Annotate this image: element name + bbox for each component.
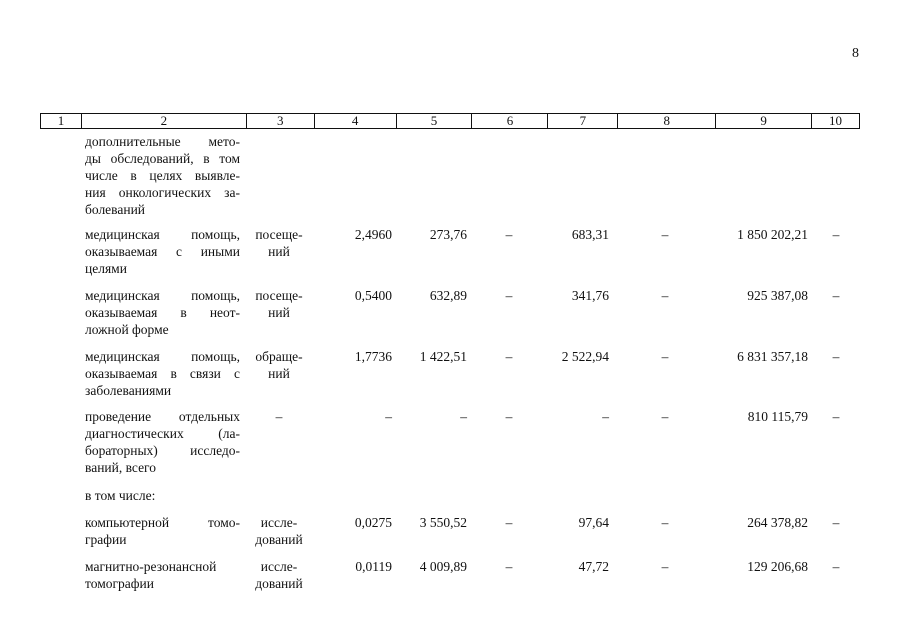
cell-col-4: 0,0119 (355, 559, 392, 574)
unit-of-measure (246, 558, 312, 592)
cell-col-9: 129 206,68 (747, 559, 808, 574)
unit-of-measure (246, 287, 312, 321)
indicator-name-line: компьютерной томо- (85, 515, 240, 530)
cell-col-6: – (505, 288, 513, 303)
unit-line: ний (268, 305, 290, 320)
indicator-name-line: медицинская помощь, (85, 288, 240, 303)
unit-line: ний (268, 244, 290, 259)
unit-of-measure (246, 226, 312, 260)
cell-col-6: – (505, 227, 513, 242)
cell-col-5: 273,76 (429, 227, 467, 242)
unit-line: иссле- (260, 515, 298, 530)
cell-col-4: 1,7736 (354, 349, 392, 364)
indicator-name-line: диагностических (ла- (85, 426, 240, 441)
indicator-name (85, 133, 240, 218)
cell-col-7: 683,31 (571, 227, 609, 242)
cell-col-8: – (661, 515, 669, 530)
header-cell-1: 1 (41, 114, 82, 128)
header-cell-5: 5 (397, 114, 473, 128)
table-header (40, 113, 860, 129)
indicator-name (85, 226, 240, 277)
unit-of-measure (246, 408, 312, 425)
cell-col-10: – (832, 349, 840, 364)
header-cell-6: 6 (472, 114, 548, 128)
header-cell-3: 3 (247, 114, 315, 128)
unit-line: дований (255, 576, 303, 591)
cell-col-8: – (661, 227, 669, 242)
indicator-name (85, 408, 240, 476)
cell-col-4: 0,5400 (354, 288, 392, 303)
unit-line: обраще- (255, 349, 303, 364)
unit-line: посеще- (255, 227, 303, 242)
indicator-name-line: оказываемая в неот- (85, 305, 240, 320)
cell-col-7: 2 522,94 (561, 349, 609, 364)
cell-col-9: 6 831 357,18 (737, 349, 808, 364)
header-cell-2: 2 (82, 114, 247, 128)
indicator-name-line: бораторных) исследо- (85, 443, 240, 458)
cell-col-9: 810 115,79 (747, 409, 808, 424)
cell-col-9: 264 378,82 (747, 515, 808, 530)
cell-col-5: 1 422,51 (419, 349, 467, 364)
unit-line: посеще- (255, 288, 303, 303)
indicator-name-line: заболеваниями (85, 383, 172, 398)
unit-line: дований (255, 532, 303, 547)
cell-col-10: – (832, 409, 840, 424)
indicator-name-line: в том числе: (85, 488, 156, 503)
cell-col-9: 1 850 202,21 (737, 227, 808, 242)
indicator-name-line: оказываемая в связи с (85, 366, 240, 381)
cell-col-9: 925 387,08 (747, 288, 808, 303)
indicator-name (85, 514, 240, 548)
cell-col-6: – (505, 515, 513, 530)
header-cell-4: 4 (315, 114, 397, 128)
indicator-name-line: ваний, всего (85, 460, 157, 475)
cell-col-7: 97,64 (578, 515, 609, 530)
cell-col-4: 2,4960 (354, 227, 392, 242)
unit-line: – (275, 409, 283, 424)
page-number: 8 (852, 46, 859, 61)
indicator-name-line: графии (85, 532, 127, 547)
indicator-name-line: магнитно-резонансной (85, 559, 217, 574)
cell-col-10: – (832, 227, 840, 242)
unit-line: ний (268, 366, 290, 381)
indicator-name-line: болеваний (85, 202, 146, 217)
cell-col-4: 0,0275 (354, 515, 392, 530)
cell-col-6: – (505, 559, 513, 574)
indicator-name-line: целями (85, 261, 127, 276)
indicator-name (85, 287, 240, 338)
cell-col-7: – (602, 409, 609, 424)
cell-col-7: 341,76 (571, 288, 609, 303)
indicator-name-line: ложной форме (85, 322, 169, 337)
cell-col-5: 3 550,52 (419, 515, 467, 530)
cell-col-5: 632,89 (429, 288, 467, 303)
unit-of-measure (246, 348, 312, 382)
indicator-name-line: проведение отдельных (85, 409, 240, 424)
cell-col-5: 4 009,89 (419, 559, 467, 574)
unit-line: иссле- (260, 559, 298, 574)
indicator-name-line: дополнительные мето- (85, 134, 240, 149)
cell-col-6: – (505, 409, 513, 424)
cell-col-8: – (661, 559, 669, 574)
cell-col-4: – (385, 409, 392, 424)
cell-col-7: 47,72 (578, 559, 609, 574)
header-cell-9: 9 (716, 114, 812, 128)
indicator-name-line: медицинская помощь, (85, 349, 240, 364)
indicator-name (85, 558, 240, 592)
cell-col-10: – (832, 288, 840, 303)
header-cell-7: 7 (548, 114, 618, 128)
cell-col-10: – (832, 559, 840, 574)
cell-col-6: – (505, 349, 513, 364)
header-cell-10: 10 (812, 114, 860, 128)
unit-of-measure (246, 514, 312, 548)
indicator-name (85, 348, 240, 399)
indicator-name-line: числе в целях выявле- (85, 168, 240, 183)
cell-col-5: – (460, 409, 467, 424)
indicator-name-line: оказываемая с иными (85, 244, 240, 259)
indicator-name-line: медицинская помощь, (85, 227, 240, 242)
cell-col-8: – (661, 409, 669, 424)
cell-col-8: – (661, 288, 669, 303)
cell-col-8: – (661, 349, 669, 364)
indicator-name-line: томографии (85, 576, 154, 591)
indicator-name-line: ды обследований, в том (85, 151, 240, 166)
header-cell-8: 8 (618, 114, 716, 128)
indicator-name (85, 487, 240, 504)
cell-col-10: – (832, 515, 840, 530)
indicator-name-line: ния онкологических за- (85, 185, 240, 200)
